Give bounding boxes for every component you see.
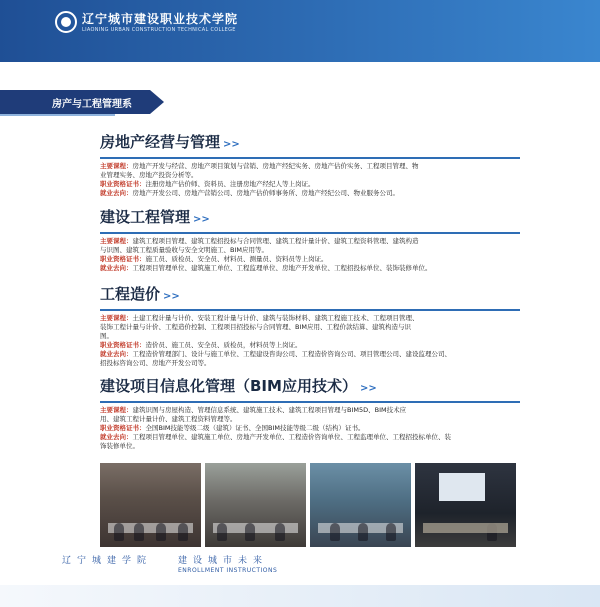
presentation-photo (415, 463, 516, 547)
field-text: 用、建筑工程计量计价、建筑工程资料管理等。 (100, 415, 237, 423)
field-text: 饰装修单位。 (100, 442, 139, 450)
field-text: 全国BIM技能等级二级（建筑）证书、全国BIM技能等级二级（结构）证书。 (145, 424, 365, 432)
field-key: 就业去向： (100, 433, 133, 441)
field-key: 主要课程： (100, 406, 133, 414)
course-line (100, 406, 520, 415)
course-line (100, 314, 520, 323)
double-arrow-icon: >> (193, 214, 210, 225)
field-text: 工程项目管理单位、建筑施工单位、房地产开发单位、工程造价咨询单位、工程监理单位、工程招投标单位、装 (132, 433, 451, 441)
department-title: 房产与工程管理系 (52, 99, 132, 110)
employment-line (100, 264, 520, 273)
employment-line-cont (100, 359, 520, 368)
field-text: 建筑工程项目管理、建筑工程招投标与合同管理、建筑工程计量计价、建筑工程资料管理、建筑构造 (132, 237, 419, 245)
field-key: 主要课程： (100, 314, 133, 322)
section-rule (100, 309, 520, 311)
workshop-photo (310, 463, 411, 547)
double-arrow-icon: >> (359, 383, 377, 394)
bottom-bar (0, 585, 600, 607)
field-key: 主要课程： (100, 162, 133, 170)
course-line-cont (100, 415, 520, 424)
field-text: 土建工程计量与计价、安装工程计量与计价、建筑与装饰材料、建筑工程施工技术、工程项目管理、 (132, 314, 419, 322)
field-key: 就业去向： (100, 189, 133, 197)
field-key: 就业去向： (100, 350, 133, 358)
course-line-cont (100, 246, 520, 255)
section-title-text: 工程造价 (100, 285, 161, 303)
field-text: 装饰工程计量与计价、工程造价控制、工程项目招投标与合同管理、BIM应用、工程价款结算、建筑构造与识 (100, 323, 411, 331)
section-real-estate (100, 133, 520, 198)
course-line (100, 162, 520, 171)
field-text: 造价员、施工员、安全员、质检员，材料员等上岗证。 (145, 341, 302, 349)
course-line (100, 237, 520, 246)
double-arrow-icon: >> (223, 139, 240, 150)
classroom-photo (100, 463, 201, 547)
course-line-cont (100, 332, 520, 341)
course-line-cont (100, 323, 520, 332)
section-construction-management (100, 208, 520, 273)
field-text: 建筑识图与房屋构造、管理信息系统、建筑施工技术、建筑工程项目管理与BIM5D、BIM技术应 (132, 406, 407, 414)
section-cost-engineering (100, 285, 520, 368)
employment-line (100, 189, 520, 198)
certificate-line (100, 255, 520, 264)
field-key: 职业资格证书： (100, 341, 146, 349)
field-text: 施工员、质检员、安全员、材料员、测量员、资料员等上岗证。 (145, 255, 328, 263)
section-bim (100, 377, 520, 451)
field-key: 就业去向： (100, 264, 133, 272)
employment-line (100, 433, 520, 442)
certificate-line (100, 424, 520, 433)
section-title (100, 208, 520, 229)
double-arrow-icon: >> (163, 291, 180, 302)
college-name-cn: 辽宁城市建设职业技术学院 (82, 12, 239, 26)
certificate-line (100, 180, 520, 189)
header-banner (0, 0, 600, 62)
section-title (100, 285, 520, 306)
section-rule (100, 157, 520, 159)
meeting-photo (205, 463, 306, 547)
photo-strip (100, 463, 516, 547)
field-text: 业管理实务、房地产投资分析等。 (100, 171, 198, 179)
college-logo-icon (55, 11, 77, 33)
employment-line-cont (100, 442, 520, 451)
field-key: 主要课程： (100, 237, 133, 245)
section-rule (100, 401, 520, 403)
field-text: 工程造价管理部门、设计与施工单位、工程建设咨询公司、工程造价咨询公司、项目管理公司、建设监理公司、 (132, 350, 451, 358)
employment-line (100, 350, 520, 359)
certificate-line (100, 341, 520, 350)
section-title (100, 133, 520, 154)
college-name-en: LIAONING URBAN CONSTRUCTION TECHNICAL COLLEGE (82, 27, 236, 33)
section-rule (100, 232, 520, 234)
field-key: 职业资格证书： (100, 180, 146, 188)
footer-college-slogan: 辽宁城建学院 (62, 556, 153, 566)
field-text: 招投标咨询公司、房地产开发公司等。 (100, 359, 211, 367)
course-line-cont (100, 171, 520, 180)
field-text: 房地产开发公司、房地产营销公司、房地产估价师事务所、房地产经纪公司、物业服务公司。 (132, 189, 399, 197)
section-title-text: 建设项目信息化管理（BIM应用技术） (100, 377, 357, 395)
section-title (100, 377, 520, 398)
section-title-text: 房地产经营与管理 (100, 133, 221, 151)
field-text: 与识图、建筑工程质量验收与安全文明施工、BIM应用等。 (100, 246, 268, 254)
footer-slogan: 建设城市未来 (178, 556, 269, 566)
field-text: 工程项目管理单位、建筑施工单位、工程监理单位、房地产开发单位、工程招投标单位、装饰装修单位。 (132, 264, 432, 272)
footer-slogan-en: ENROLLMENT INSTRUCTIONS (178, 567, 278, 574)
field-text: 图。 (100, 332, 113, 340)
field-key: 职业资格证书： (100, 424, 146, 432)
department-band (0, 90, 150, 114)
field-text: 房地产开发与经营、房地产项目策划与营销、房地产经纪实务、房地产估价实务、工程项目管理、物 (132, 162, 419, 170)
section-title-text: 建设工程管理 (100, 208, 191, 226)
department-underline (0, 114, 115, 116)
field-text: 注册房地产估价师、资料员、注册房地产经纪人等上岗证。 (145, 180, 315, 188)
field-key: 职业资格证书： (100, 255, 146, 263)
